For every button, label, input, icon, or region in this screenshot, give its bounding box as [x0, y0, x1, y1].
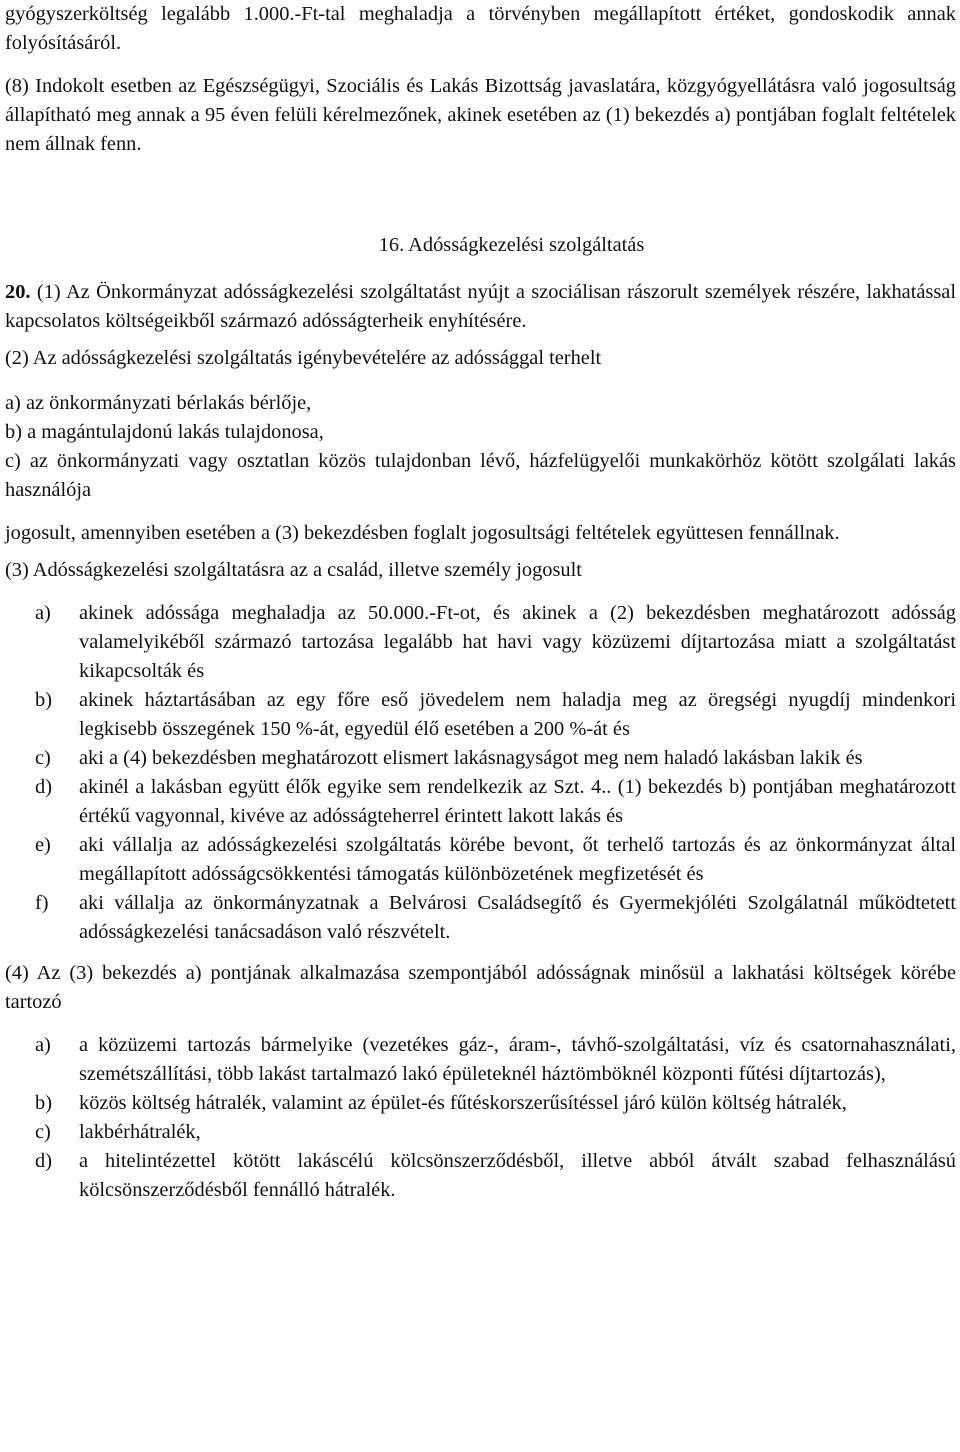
para-4-list — [5, 1031, 956, 1205]
list-item: c) az önkormányzati vagy osztatlan közös tulajdonban lévő, házfelügyelői munkakörhöz kötött szolgálati lakás használója — [5, 450, 956, 501]
list-text: aki a (4) bekezdésben meghatározott elismert lakásnagyságot meg nem haladó lakásban lakik és — [79, 747, 863, 769]
list-label: e) — [35, 834, 51, 856]
list-label: b) — [35, 1092, 52, 1114]
list-text: akinél a lakásban együtt élők egyike sem rendelkezik az Szt. 4.. (1) bekezdés b) pontjában meghatározott értékű vagyonnal, kivéve az adósságteherrel érintett lakott lakás és — [79, 776, 956, 827]
list-text: lakbérhátralék, — [79, 1121, 201, 1143]
list-item — [35, 1031, 956, 1089]
list-item — [35, 773, 956, 831]
list-item — [35, 1147, 956, 1205]
list-text: akinek adóssága meghaladja az 50.000.-Ft-ot, és akinek a (2) bekezdésben meghatározott adósság valamelyikéből származó tartozása legalább hat havi vagy közüzemi díjtartozása miatt a szolgáltatást kikapcsolták és — [79, 602, 956, 682]
list-item — [35, 744, 956, 773]
list-text: közös költség hátralék, valamint az épület-és fűtéskorszerűsítéssel járó külön költség hátralék, — [79, 1092, 847, 1114]
list-text: a közüzemi tartozás bármelyike (vezetékes gáz-, áram-, távhő-szolgáltatási, víz és csatornahasználati, szemétszállítási, több lakást tartalmazó lakó épületeknél háztömböknél központi fűtési díjtartozás), — [79, 1034, 956, 1085]
list-item — [35, 889, 956, 947]
para-2-list — [5, 389, 956, 505]
section-20-para-4-intro: (4) Az (3) bekezdés a) pontjának alkalmazása szempontjából adósságnak minősül a lakhatási költségek körébe tartozó — [5, 962, 956, 1013]
list-item: b) a magántulajdonú lakás tulajdonosa, — [5, 421, 324, 443]
list-item — [35, 831, 956, 889]
document-page — [5, 0, 956, 1217]
section-20-para-1 — [5, 278, 956, 336]
list-item — [35, 686, 956, 744]
list-text: aki vállalja az önkormányzatnak a Belvárosi Családsegítő és Gyermekjóléti Szolgálatnál működtetett adósságkezelési tanácsadáson való részvételt. — [79, 892, 956, 943]
list-label: d) — [35, 1150, 52, 1172]
list-item — [35, 1118, 956, 1147]
list-item — [35, 1089, 956, 1118]
list-item — [35, 599, 956, 686]
section-heading: 16. Adósságkezelési szolgáltatás — [378, 234, 645, 256]
section-20-para-2-intro: (2) Az adósságkezelési szolgáltatás igénybevételére az adóssággal terhelt — [5, 347, 602, 369]
list-label: a) — [35, 1034, 51, 1056]
list-label: f) — [35, 892, 49, 914]
section-number: 20. — [5, 281, 31, 303]
list-text: akinek háztartásában az egy főre eső jövedelem nem haladja meg az öregségi nyugdíj mindenkori legkisebb összegének 150 %-át, egyedül élő esetében a 200 %-át és — [79, 689, 956, 740]
list-label: a) — [35, 602, 51, 624]
list-text: a hitelintézettel kötött lakáscélú kölcsönszerződésből, illetve abból átvált szabad felhasználású kölcsönszerződésből fennálló hátralék. — [79, 1150, 956, 1201]
para-3-list — [5, 599, 956, 947]
paragraph-8: (8) Indokolt esetben az Egészségügyi, Szociális és Lakás Bizottság javaslatára, közgyógyellátásra való jogosultság állapítható meg annak a 95 éven felüli kérelmezőnek, akinek esetében az (1) bekezdés a) pontjában foglalt feltételek nem állnak fenn. — [5, 75, 956, 155]
section-20-para-3-intro: (3) Adósságkezelési szolgáltatásra az a család, illetve személy jogosult — [5, 559, 582, 581]
list-label: c) — [35, 1121, 51, 1143]
list-label: c) — [35, 747, 51, 769]
list-label: b) — [35, 689, 52, 711]
list-label: d) — [35, 776, 52, 798]
paragraph-continuation: gyógyszerköltség legalább 1.000.-Ft-tal meghaladja a törvényben megállapított értéket, gondoskodik annak folyósításáról. — [5, 3, 956, 54]
section-20-para-1-text: (1) Az Önkormányzat adósságkezelési szolgáltatást nyújt a szociálisan rászorult személyek részére, lakhatással kapcsolatos költségeikből származó adósságterheik enyhítésére. — [5, 281, 956, 332]
list-text: aki vállalja az adósságkezelési szolgáltatás körébe bevont, őt terhelő tartozás és az önkormányzat által megállapított adósságcsökkentési támogatás különbözetének megfizetését és — [79, 834, 956, 885]
section-20-para-2-outro: jogosult, amennyiben esetében a (3) bekezdésben foglalt jogosultsági feltételek együttesen fennállnak. — [5, 522, 840, 544]
list-item: a) az önkormányzati bérlakás bérlője, — [5, 392, 312, 414]
